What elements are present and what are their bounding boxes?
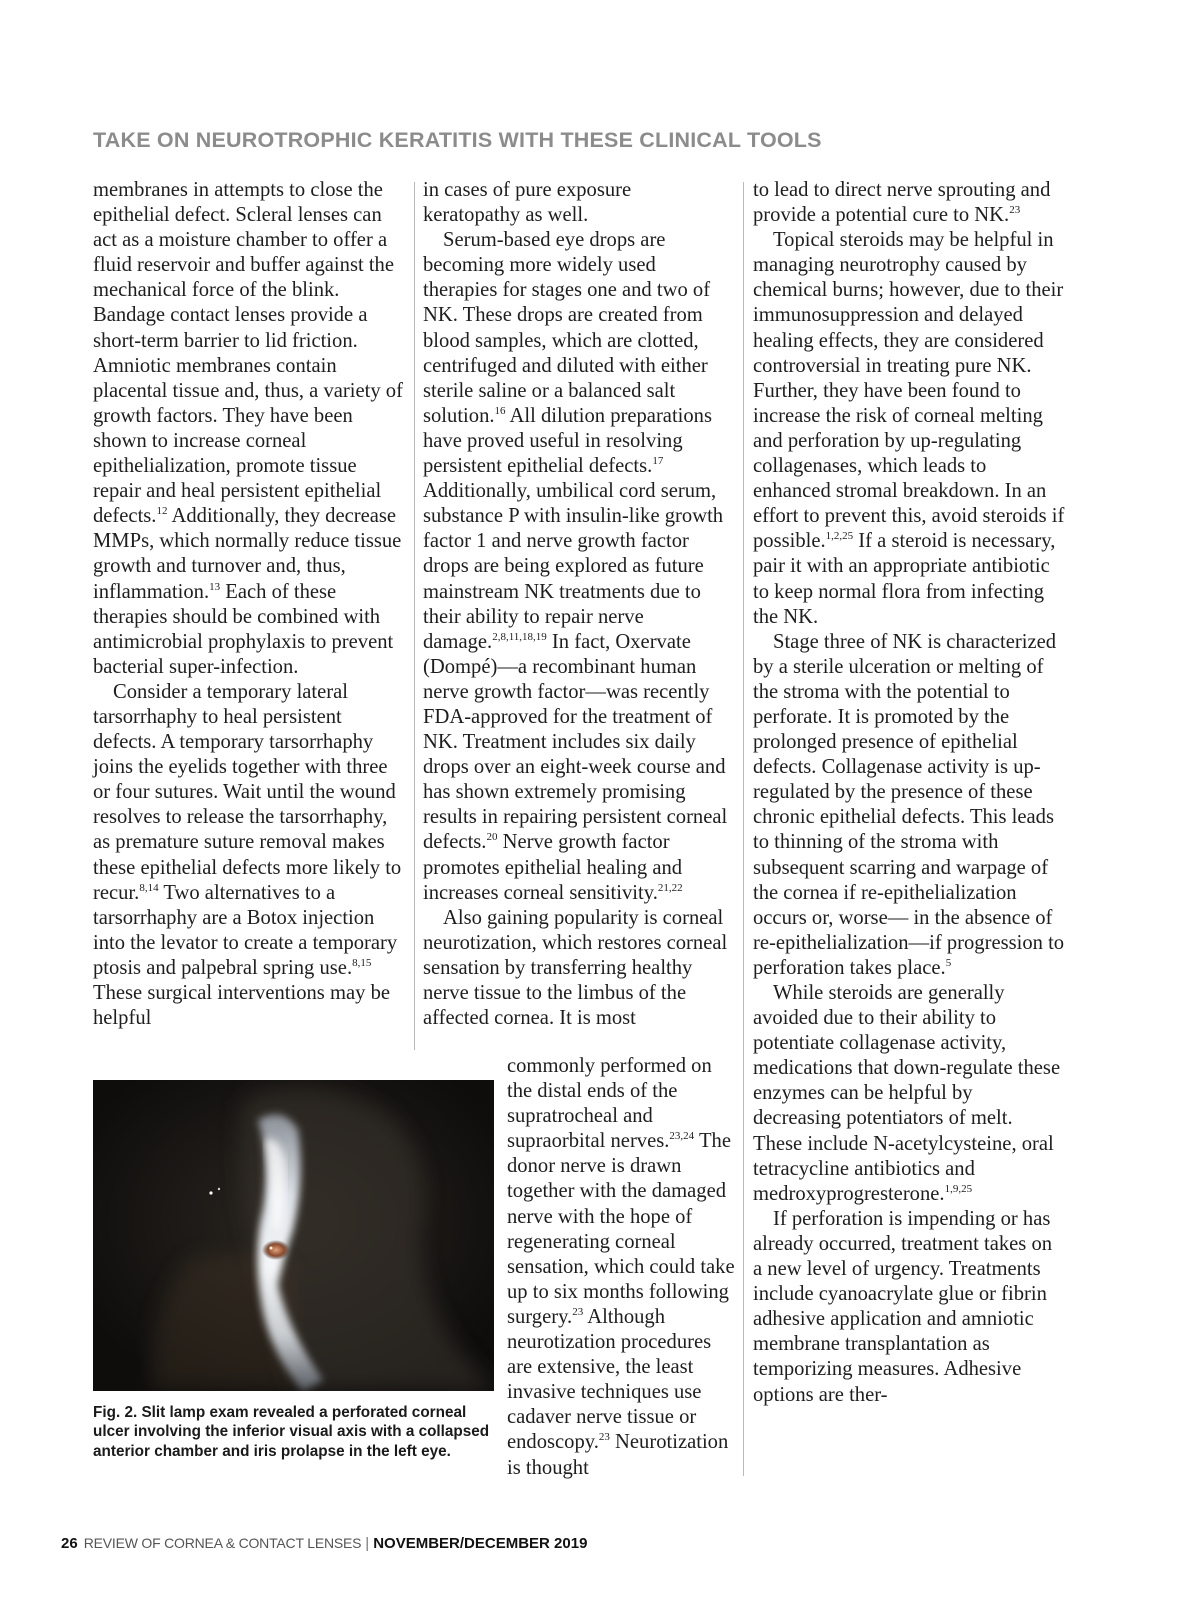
column-divider-left — [414, 182, 415, 1050]
footer-separator: | — [365, 1535, 370, 1552]
text-column-3 — [753, 178, 1065, 1408]
paragraph: Consider a temporary lateral tarsorrhaphy to heal persistent defects. A temporary tarsorrhaphy joins the eyelids together with three or four sutures. Wait until the wound resolves to release the tarsorrhaphy, as premature suture removal makes these epithelial defects more likely to recur.$^{8,14}$ Two alternatives to a tarsorrhaphy are a Botox injection into the levator to create a temporary ptosis and palpebral spring use.$^{8,15}$ These surgical interventions may be helpful — [93, 680, 402, 1030]
figure-caption: Fig. 2. Slit lamp exam revealed a perforated corneal ulcer involving the inferior visual axis with a collapsed anterior chamber and iris prolapse in the left eye. — [93, 1404, 490, 1460]
page-footer — [61, 1535, 587, 1552]
paragraph: Serum-based eye drops are becoming more widely used therapies for stages one and two of NK. These drops are created from blood samples, which are clotted, centrifuged and diluted with either sterile saline or a balanced salt solution.$^{16}$ All dilution preparations have proved useful in resolving persistent epithelial defects.$^{17}$ Additionally, umbilical cord serum, substance P with insulin-like growth factor 1 and nerve growth factor drops are being explored as future mainstream NK treatments due to their ability to repair nerve damage.$^{2,8,11,18,19}$ In fact, Oxervate (Dompé)—a recombinant human nerve growth factor—was recently FDA-approved for the treatment of NK. Treatment includes six daily drops over an eight-week course and has shown extremely promising results in repairing persistent corneal defects.$^{20}$ Nerve growth factor promotes epithelial healing and increases corneal sensitivity.$^{21,22}$ — [423, 229, 728, 904]
issue-date: NOVEMBER/DECEMBER 2019 — [373, 1535, 588, 1552]
publication-name: REVIEW OF CORNEA & CONTACT LENSES — [83, 1535, 362, 1551]
column-divider-right — [743, 182, 744, 1476]
slit-lamp-photo — [93, 1080, 494, 1391]
text-column-2 — [423, 178, 733, 1031]
paragraph: to lead to direct nerve sprouting and provide a potential cure to NK.$^{23}$ — [753, 179, 1051, 227]
paragraph: membranes in attempts to close the epithelial defect. Scleral lenses can act as a moisture chamber to offer a fluid reservoir and buffer against the mechanical force of the blink. Bandage contact lenses provide a short-term barrier to lid friction. Amniotic membranes contain placental tissue and, thus, a variety of growth factors. They have been shown to increase corneal epithelialization, promote tissue repair and heal persistent epithelial defects.$^{12}$ Additionally, they decrease MMPs, which normally reduce tissue growth and turnover and, thus, inflammation.$^{13}$ Each of these therapies should be combined with antimicrobial prophylaxis to prevent bacterial super-infection. — [93, 179, 403, 678]
text-column-2-continued — [507, 1054, 735, 1481]
paragraph: in cases of pure exposure keratopathy as well. — [423, 179, 632, 227]
text-column-1 — [93, 178, 405, 1031]
page-header-title: TAKE ON NEUROTROPHIC KERATITIS WITH THESE CLINICAL TOOLS — [93, 128, 822, 152]
paragraph: Topical steroids may be helpful in managing neurotrophy caused by chemical burns; however, due to their immunosuppression and delayed healing effects, they are considered controversial in treating pure NK. Further, they have been found to increase the risk of corneal melting and perforation by up-regulating collagenases, which leads to enhanced stromal breakdown. In an effort to prevent this, avoid steroids if possible.$^{1,2,25}$ If a steroid is necessary, pair it with an appropriate antibiotic to keep normal flora from infecting the NK. — [753, 229, 1065, 628]
page-number: 26 — [61, 1535, 78, 1552]
paragraph: Also gaining popularity is corneal neurotization, which restores corneal sensation by transferring healthy nerve tissue to the limbus of the affected cornea. It is most — [423, 906, 728, 1030]
paragraph: commonly performed on the distal ends of the supratrocheal and supraorbital nerves.$^{23,24}$ The donor nerve is drawn together with the damaged nerve with the hope of regenerating corneal sensation, which could take up to six months following surgery.$^{23}$ Although neurotization procedures are extensive, the least invasive techniques use cadaver nerve tissue or endoscopy.$^{23}$ Neurotization is thought — [507, 1055, 735, 1479]
slit-lamp-image — [93, 1080, 494, 1391]
paragraph: Stage three of NK is characterized by a sterile ulceration or melting of the stroma with the potential to perforate. It is promoted by the prolonged presence of epithelial defects. Collagenase activity is up-regulated by the presence of these chronic epithelial defects. This leads to thinning of the stroma with subsequent scarring and warpage of the cornea if re-epithelialization occurs or, worse— in the absence of re-epithelialization—if progression to perforation takes place.$^5$ — [753, 630, 1065, 979]
paragraph: If perforation is impending or has already occurred, treatment takes on a new level of urgency. Treatments include cyanoacrylate glue or fibrin adhesive application and amniotic membrane transplantation as temporizing measures. Adhesive options are ther- — [753, 1207, 1053, 1406]
paragraph: While steroids are generally avoided due to their ability to potentiate collagenase activity, medications that down-regulate these enzymes can be helpful by decreasing potentiators of melt. These include N-acetylcysteine, oral tetracycline antibiotics and medroxyprogresterone.$^{1,9,25}$ — [753, 982, 1061, 1205]
